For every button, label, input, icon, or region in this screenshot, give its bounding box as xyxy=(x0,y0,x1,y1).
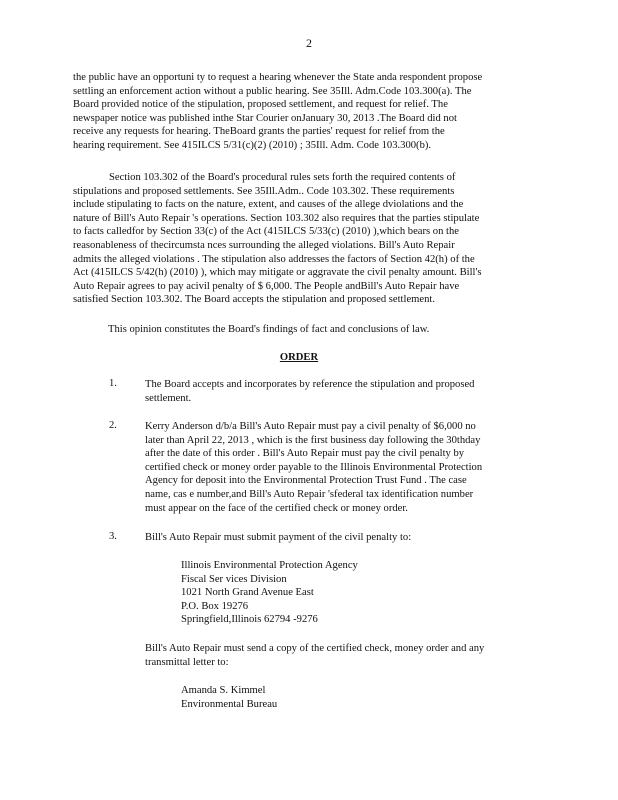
text-line: The Board accepts and incorporates by reference the stipulation and proposed xyxy=(145,379,475,390)
text-line: the public have an opportuni ty to request a hearing whenever the State anda respondent propose xyxy=(73,72,483,83)
text-line: settling an enforcement action without a public hearing. See 35Ill. Adm.Code 103.300(a). The xyxy=(73,85,472,97)
order-item-3 xyxy=(145,531,533,545)
text-line: to facts calledfor by Section 33(c) of the Act (415ILCS 5/33(c) (2010) ),which bears on the xyxy=(73,226,459,238)
text-line: newspaper notice was published inthe Star Courier onJanuary 30, 2013 .The Board did not xyxy=(73,112,457,124)
text-line: transmittal letter to: xyxy=(145,656,229,668)
order-heading-text: ORDER xyxy=(279,352,319,363)
paragraph-hearing xyxy=(73,71,531,153)
text-line: later than April 22, 2013 , which is the first business day following the 30thday xyxy=(145,434,481,446)
copy-instruction xyxy=(145,642,533,669)
text-line: Act (415ILCS 5/42(h) (2010) ), which may mitigate or aggravate the civil penalty amount. Bill's xyxy=(73,267,482,279)
text-line: satisfied Section 103.302. The Board accepts the stipulation and proposed settlement. xyxy=(73,294,435,306)
address-line: Amanda S. Kimmel xyxy=(181,685,266,696)
text-line: Agency for deposit into the Environmental Protection Trust Fund . The case xyxy=(145,475,467,487)
text-line: must appear on the face of the certified check or money order. xyxy=(145,502,408,514)
text-line: Board provided notice of the stipulation, proposed settlement, and request for relief. The xyxy=(73,99,448,111)
item-number: 2. xyxy=(109,420,117,431)
text-line: hearing requirement. See 415ILCS 5/31(c)(2) (2010) ; 35Ill. Adm. Code 103.300(b). xyxy=(73,139,432,151)
text-line: Bill's Auto Repair must send a copy of the certified check, money order and any xyxy=(145,643,485,654)
text-line: settlement. xyxy=(145,392,192,404)
address-line: Springfield,Illinois 62794 -9276 xyxy=(181,614,318,626)
address-line: Illinois Environmental Protection Agency xyxy=(181,560,358,571)
text-line: name, cas e number,and Bill's Auto Repair 'sfederal tax identification number xyxy=(145,488,474,500)
copy-address xyxy=(181,684,277,711)
text-line: after the date of this order . Bill's Auto Repair must pay the civil penalty by xyxy=(145,448,465,460)
item-number: 3. xyxy=(109,531,117,542)
order-item-1 xyxy=(145,378,533,405)
text-line: Bill's Auto Repair must submit payment of the civil penalty to: xyxy=(145,532,412,543)
text-line: Section 103.302 of the Board's procedural rules sets forth the required contents of xyxy=(109,172,456,183)
order-item-2 xyxy=(145,420,533,515)
text-line: reasonableness of thecircumsta nces surrounding the alleged violations. Bill's Auto Repair xyxy=(73,239,455,251)
address-line: 1021 North Grand Avenue East xyxy=(181,587,314,599)
address-line: Fiscal Ser vices Division xyxy=(181,573,287,585)
item-number: 1. xyxy=(109,378,117,389)
text-line: nature of Bill's Auto Repair 's operations. Section 103.302 also requires that the parties stipulate xyxy=(73,212,480,224)
text-line: admits the alleged violations . The stipulation also addresses the factors of Section 42(h) of the xyxy=(73,253,475,265)
paragraph-section-103302 xyxy=(73,171,531,307)
order-heading xyxy=(0,352,618,363)
text-line: Auto Repair agrees to pay acivil penalty of $ 6,000. The People andBill's Auto Repair have xyxy=(73,280,460,292)
page-number: 2 xyxy=(306,36,312,50)
text-line: stipulations and proposed settlements. See 35Ill.Adm.. Code 103.302. These requirements xyxy=(73,185,455,197)
address-line: P.O. Box 19276 xyxy=(181,600,249,612)
text-line: include stipulating to facts on the nature, extent, and causes of the allege dviolations and the xyxy=(73,199,464,211)
text-line: certified check or money order payable to the Illinois Environmental Protection xyxy=(145,461,483,473)
text-line: receive any requests for hearing. TheBoard grants the parties' request for relief from the xyxy=(73,126,445,138)
address-line: Environmental Bureau xyxy=(181,698,278,710)
text-line: Kerry Anderson d/b/a Bill's Auto Repair must pay a civil penalty of $6,000 no xyxy=(145,421,476,432)
payment-address xyxy=(181,559,358,627)
paragraph-findings: This opinion constitutes the Board's findings of fact and conclusions of law. xyxy=(108,324,430,335)
